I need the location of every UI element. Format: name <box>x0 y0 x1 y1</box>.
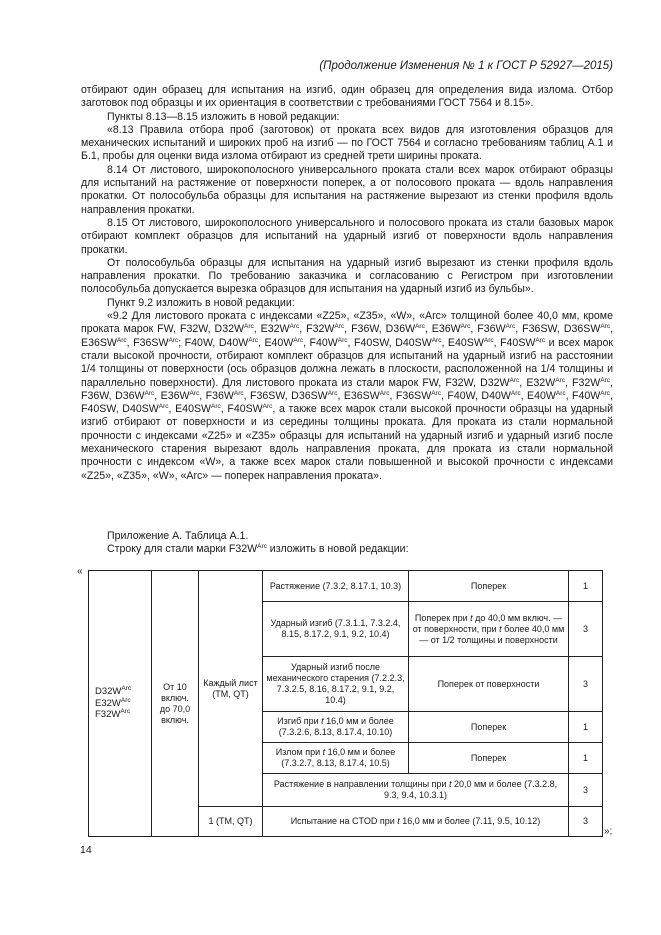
direction-cell: Поперек при t до 40,0 мм включ. — от поверхности, при t более 40,0 мм — от 1/2 толщины и поверхности <box>409 602 569 657</box>
direction-cell: Поперек <box>409 743 569 774</box>
steel-grade: $F32W^{Arc}$ <box>95 708 131 721</box>
paragraph: Пункт 9.2 изложить в новой редакции: <box>107 296 295 309</box>
count-cell: 3 <box>569 602 603 657</box>
test-merged-cell: Растяжение в направлении толщины при t 20,0 мм и более (7.3.2.8, 9.3, 9.4, 10.3.1) <box>263 774 569 807</box>
test-cell: Изгиб при t 16,0 мм и более (7.3.2.6, 8.13, 8.17.4, 10.10) <box>263 712 409 743</box>
direction-cell: Поперек от поверхности <box>409 657 569 712</box>
paragraph: 8.15 От листового, широкополосного универсального и полосового проката из стали базовых марок отбирают комплект образцов для испытаний на ударный изгиб от поверхности вдоль направления прокатки. <box>81 216 613 256</box>
thickness-cell: От 10 включ. до 70,0 включ. <box>152 571 199 837</box>
steel-grade: $E32W^{Arc}$ <box>95 696 131 709</box>
steel-grades-cell <box>89 571 152 837</box>
paragraph: «8.13 Правила отбора проб (заготовок) от проката всех видов для изготовления образцов для механических испытаний и широких проб на изгиб — по ГОСТ 7564 и согласно требованиям таблиц А.1 и Б.1, пробы для оценки вида излома отбирают из средней трети ширины проката. <box>81 123 613 163</box>
paragraph: От полособульба образцы для испытания на ударный изгиб вырезают из стенки профиля вдоль направления прокатки. По требованию заказчика и согласованию с Регистром при изготовлении полособульба допускается вырезка образцов для испытания на ударный изгиб из бульбы». <box>81 256 613 296</box>
count-cell: 3 <box>569 774 603 807</box>
page-number: 14 <box>80 844 92 856</box>
direction-cell: Поперек <box>409 712 569 743</box>
steel-grade: $D32W^{Arc}$ <box>95 685 132 698</box>
test-merged-cell: Испытание на CTOD при t 16,0 мм и более (7.11, 9.5, 10.12) <box>263 807 569 837</box>
table-close-quote: »; <box>604 826 613 837</box>
table-open-quote: « <box>77 566 83 577</box>
test-cell: Ударный изгиб после механического старения (7.2.2.3, 7.3.2.5, 8.16, 8.17.2, 9.1, 9.2, 10.4) <box>263 657 409 712</box>
body-text <box>81 84 613 483</box>
paragraph: отбирают один образец для испытания на изгиб, один образец для определения вида излома. Отбор заготовок под образцы и их ориентация в соответствии с требованиями ГОСТ 7564 и 8.15». <box>81 84 613 110</box>
count-cell: 1 <box>569 571 603 602</box>
test-cell: Ударный изгиб (7.3.1.1, 7.3.2.4, 8.15, 8.17.2, 9.1, 9.2, 10.4) <box>263 602 409 657</box>
paragraph: 8.14 От листового, широкополосного универсального проката стали всех марок отбирают образцы для испытаний на растяжение от поверхности поперек, а от полосового проката — вдоль направления прокатки. От полособульба образцы для испытания на растяжение вырезают из стенки профиля вдоль направления прокатки. <box>81 163 613 216</box>
paragraph: «9.2 Для листового проката с индексами «Z25», «Z35», «W», «Arc» толщиной более 40,0 мм, кроме проката марок FW, F32W, $D32W^{Arc}$, $E32W^{Arc}$, $F32W^{Arc}$, F36W, $D36W^{Arc}$, $E36W^{Arc}$, $F36W^{Arc}$, F36SW, $D36SW^{Arc}$, $E36SW^{Arc}$, $F36SW^{Arc}$; F40W, $D40W^{Arc}$, $E40W^{Arc}$, $F40W^{Arc}$, F40SW, $D40SW^{Arc}$, $E40SW^{Arc}$, $F40SW^{Arc}$ и всех марок стали высокой прочности, отбирают комплект образцов для испытаний на ударный изгиб на расстоянии 1/4 толщины от поверхности (ось образцов должна лежать в плоскости, расположенной на 1/4 толщины и параллельно поверхности). Для листового проката из стали марок FW, F32W, $D32W^{Arc}$, $E32W^{Arc}$, $F32W^{Arc}$, F36W, $D36W^{Arc}$, $E36W^{Arc}$, $F36W^{Arc}$, F36SW, $D36SW^{Arc}$, $E36SW^{Arc}$, $F36SW^{Arc}$, F40W, $D40W^{Arc}$, $E40W^{Arc}$, $F40W^{Arc}$, F40SW, $D40SW^{Arc}$, $E40SW^{Arc}$, $F40SW^{Arc}$, а также всех марок стали высокой прочности образцы на ударный изгиб отбирают от поверхности и из середины толщины проката. Для проката из стали нормальной прочности с индексами «Z25» и «Z35» образцы для испытаний на ударный изгиб и ударный изгиб после механического старения вырезают вдоль направления проката, для проката из стали нормальной прочности с индексом «W», а также всех марок стали повышенной и высокой прочности с индексами «Z25», «Z35», «W», «Arc» — поперек направления проката». <box>81 310 614 482</box>
appendix-title: Приложение А. Таблица А.1. <box>107 530 249 542</box>
test-cell: Излом при t 16,0 мм и более (7.3.2.7, 8.13, 8.17.4, 10.5) <box>263 743 409 774</box>
direction-cell: Поперек <box>409 571 569 602</box>
count-cell: 3 <box>569 657 603 712</box>
count-cell: 3 <box>569 807 603 837</box>
table-row <box>89 571 603 602</box>
batch-ctod-cell: 1 (ТМ, QT) <box>199 807 263 837</box>
batch-cell: Каждый лист (ТМ, QT) <box>199 571 263 807</box>
test-cell: Растяжение (7.3.2, 8.17.1, 10.3) <box>263 571 409 602</box>
count-cell: 1 <box>569 743 603 774</box>
paragraph: Пункты 8.13—8.15 изложить в новой редакции: <box>107 110 340 123</box>
appendix-intro <box>107 530 409 557</box>
requirements-table <box>88 570 603 837</box>
appendix-instruction: Строку для стали марки $F32W^{Arc}$ изложить в новой редакции: <box>107 543 409 556</box>
count-cell: 1 <box>569 712 603 743</box>
running-header: (Продолжение Изменения № 1 к ГОСТ Р 52927—2015) <box>319 60 613 72</box>
